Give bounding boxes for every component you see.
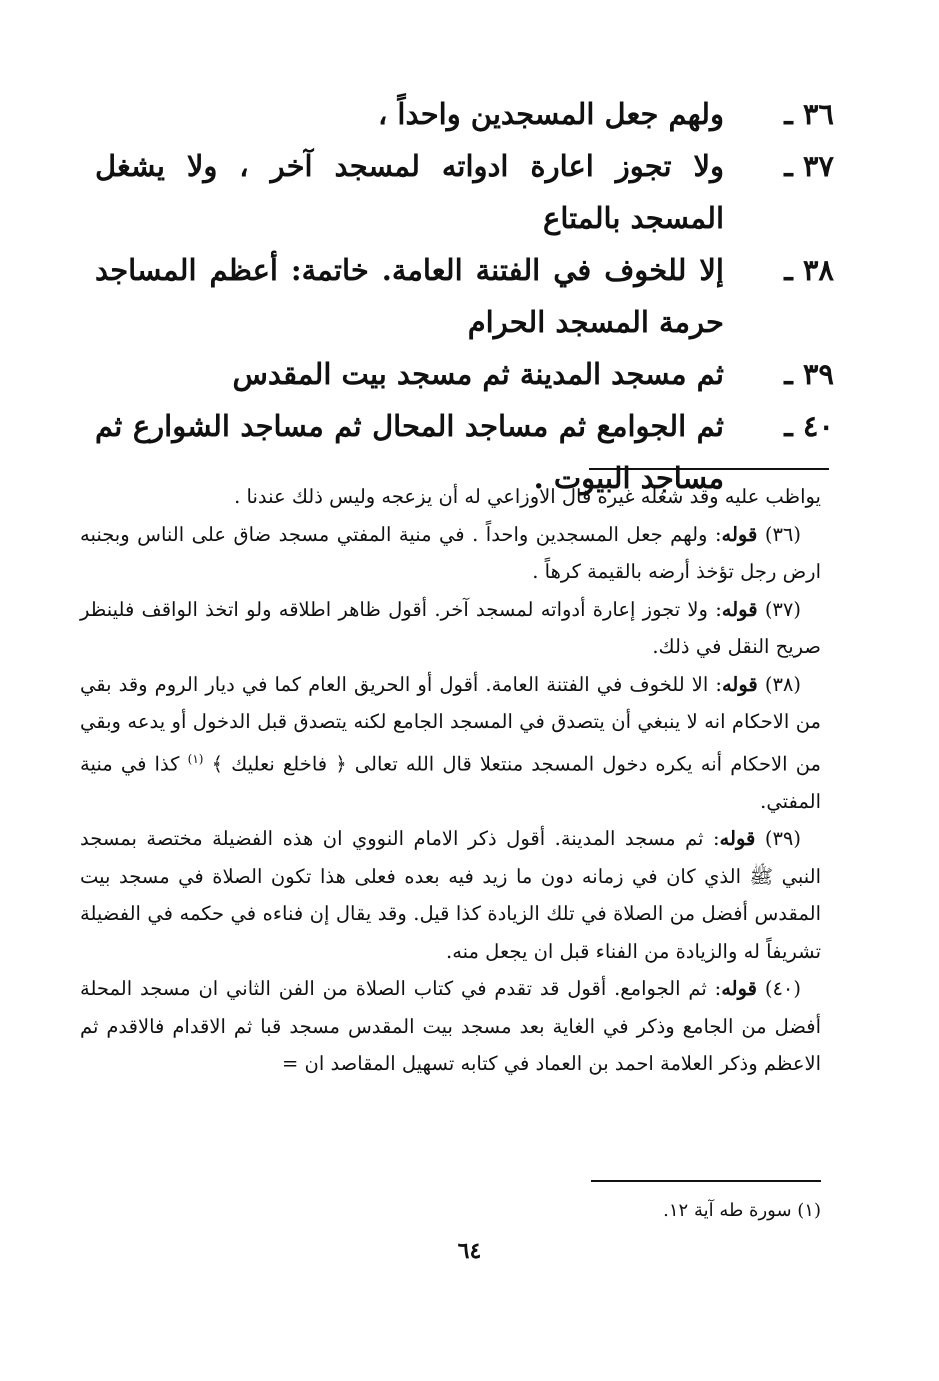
qawluhu-label: قوله — [719, 827, 756, 850]
line-39 — [95, 348, 834, 400]
line-text: ثم مسجد المدينة ثم مسجد بيت المقدس — [232, 357, 724, 391]
line-38 — [95, 244, 834, 348]
qawluhu-label: قوله — [721, 597, 758, 621]
main-text — [95, 88, 834, 504]
line-number: ٣٧ ـ — [784, 149, 834, 183]
qawluhu-label: قوله — [721, 672, 758, 696]
line-text: ولا تجوز اعارة ادواته لمسجد آخر ، ولا يشغل المسجد بالمتاع — [95, 149, 724, 235]
commentary-continuation: يواظب عليه وقد شغله غيره قال الاوزاعي له أن يزعجه وليس ذلك عندنا . — [234, 485, 821, 508]
footnote: (١) سورة طه آية ١٢. — [663, 1200, 821, 1221]
separator-rule — [589, 468, 829, 470]
line-number: ٤٠ ـ — [784, 409, 834, 443]
commentary-36 — [80, 516, 821, 591]
commentary-text: : ولا تجوز إعارة أدواته لمسجد آخر. أقول ظاهر اطلاقه ولو اتخذ الواقف فلينظر صريح النقل في ذلك. — [80, 597, 821, 658]
ref-number: (٣٦) — [764, 522, 801, 546]
commentary-text: : ثم مسجد المدينة. أقول ذكر الامام النووي ان هذه الفضيلة مختصة بمسجد النبي ﷺ الذي كان في زمانه دون ما زيد فيه بعده فعلى هذا تكون الصلاة في مسجد بيت المقدس أفضل من الصلاة في تلك الزيادة كذا قيل. وقد يقال إن فناءه في حكمه في الفضيلة تشريفاً له والزيادة من الفناء قبل ان يجعل منه. — [80, 827, 821, 963]
commentary-text: : ثم الجوامع. أقول قد تقدم في كتاب الصلاة من الفن الثاني ان مسجد المحلة أفضل من الجامع وذكر في الغاية بعد مسجد بيت المقدس مسجد قبا ثم الاقدام فالاقدم ثم الاعظم وذكر العلامة احمد بن العماد في كتابه تسهيل المقاصد ان = — [80, 977, 821, 1075]
commentary-40 — [80, 970, 821, 1083]
commentary-38 — [80, 666, 821, 821]
line-36 — [95, 88, 834, 140]
commentary-37 — [80, 591, 821, 666]
ref-number: (٤٠) — [764, 977, 801, 1000]
commentary — [80, 478, 821, 1083]
line-text: ولهم جعل المسجدين واحداً ، — [377, 97, 724, 131]
line-number: ٣٦ ـ — [784, 97, 834, 131]
footnote-rule — [591, 1180, 821, 1182]
footnote-marker: (١) — [187, 751, 204, 766]
line-number: ٣٨ ـ — [784, 253, 834, 287]
commentary-39 — [80, 820, 821, 970]
commentary-text: : الا للخوف في الفتنة العامة. أقول أو الحريق العام كما في ديار الروم وقد بقي من الاحكام انه لا ينبغي أن يتصدق في المسجد الجامع لكنه يتصدق قبل الدخول أو يدعه وبقي من الاحكام أنه يكره دخول المسجد منتعلا قال الله تعالى ﴿ فاخلع نعليك ﴾ — [80, 672, 822, 775]
line-number: ٣٩ ـ — [784, 357, 834, 391]
commentary-text: كذا في منية المفتي. — [80, 752, 821, 813]
ref-number: (٣٨) — [764, 672, 801, 696]
line-37 — [95, 140, 834, 244]
qawluhu-label: قوله — [721, 522, 758, 546]
ref-number: (٣٧) — [764, 597, 801, 621]
page-number: ٦٤ — [457, 1238, 482, 1264]
qawluhu-label: قوله — [721, 977, 757, 1000]
ref-number: (٣٩) — [764, 827, 801, 850]
commentary-text: : ولهم جعل المسجدين واحداً . في منية المفتي مسجد ضاق على الناس وبجنبه ارض رجل تؤخذ أرضه بالقيمة كرهاً . — [80, 522, 821, 583]
line-text: ثم الجوامع ثم مساجد المحال ثم مساجد الشوارع ثم مساجد البيوت . — [95, 409, 724, 495]
line-text: إلا للخوف في الفتنة العامة. خاتمة: أعظم المساجد حرمة المسجد الحرام — [95, 253, 724, 339]
